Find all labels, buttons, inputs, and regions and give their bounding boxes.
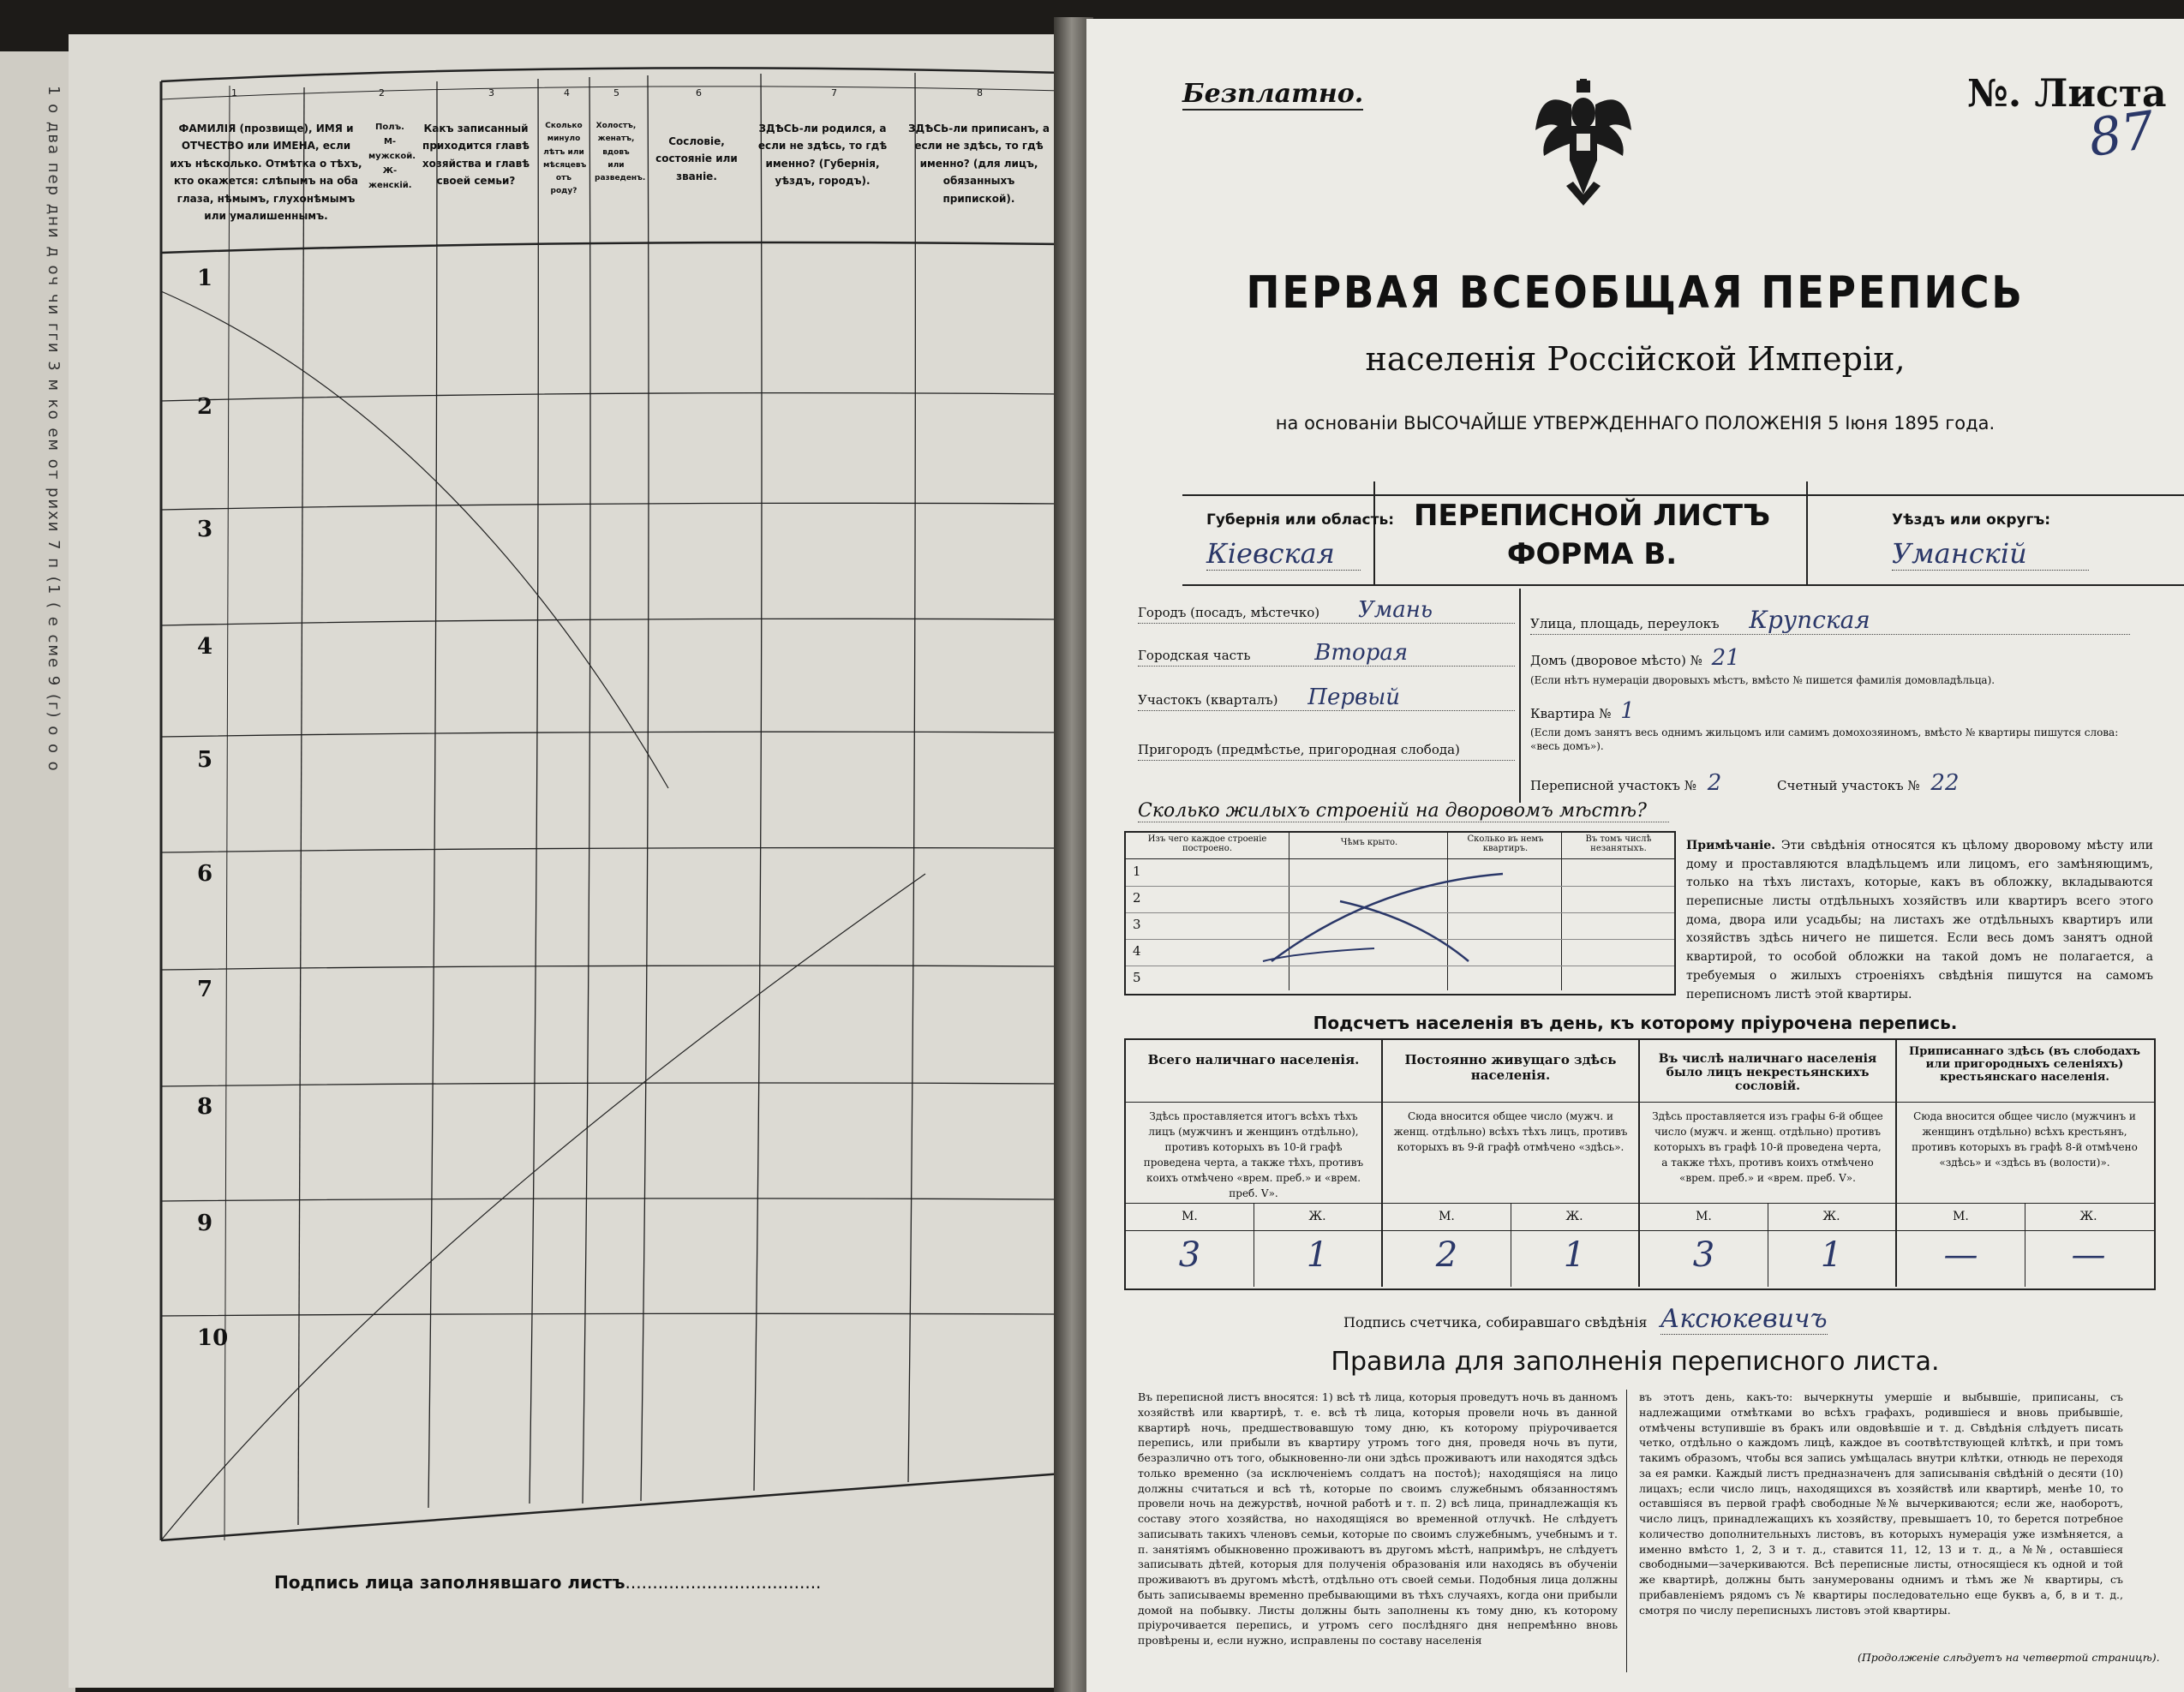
tally-title: Подсчетъ населенія въ день, къ которому пріурочена перепись. — [1313, 1013, 1958, 1033]
uezd-value: Уманскій — [1892, 537, 2089, 571]
row-number: 7 — [197, 977, 213, 1002]
tally-female-value: — — [2071, 1235, 2106, 1275]
bld-header: Сколько въ немъ квартиръ. — [1467, 834, 1544, 853]
row-number: 1 — [197, 266, 213, 291]
field-value: Первый — [1307, 685, 1401, 710]
double-eagle-emblem — [1532, 79, 1635, 207]
female-label: Ж. — [1822, 1210, 1840, 1223]
tally-column — [1897, 1040, 2152, 1287]
tally-desc: Здѣсь проставляется итогъ всѣхъ тѣхъ лицъ (мужчинъ и женщинъ отдѣльно), противъ которыхъ въ 10-й графѣ проведена черта, а также тѣхъ, противъ коихъ отмѣчено «врем. преб.» и «врем. преб. V». — [1143, 1110, 1364, 1199]
male-label: М. — [1953, 1210, 1969, 1223]
tally-desc: Здѣсь проставляется изъ графы 6-й общее число (мужч. и женщ. отдѣльно) противъ которыхъ въ графѣ 10-й проведена черта, а также тѣхъ, противъ коихъ отмѣчено «врем. преб.» и «врем. преб. V». — [1652, 1110, 1883, 1184]
col-number: 3 — [488, 87, 494, 99]
counter-value: Аксюкевичъ — [1660, 1304, 1828, 1334]
right-page — [1086, 19, 2184, 1692]
row-number: 9 — [197, 1211, 213, 1236]
tally-male-value: 3 — [1178, 1235, 1201, 1275]
left-page — [69, 34, 1080, 1688]
col-number: 2 — [379, 87, 385, 99]
male-label: М. — [1696, 1210, 1712, 1223]
female-label: Ж. — [1308, 1210, 1326, 1223]
tally-desc: Сюда вносится общее число (мужч. и женщ. отдѣльно) всѣхъ тѣхъ лицъ, противъ которыхъ въ 9-й графѣ отмѣчено «здѣсь». — [1393, 1110, 1628, 1153]
field-label: Пригородъ (предмѣстье, пригородная слобода) — [1138, 742, 1460, 757]
gubernia-label: Губернія или область: — [1206, 511, 1395, 529]
header-estate: Сословіе, состояніе или званіе. — [655, 135, 738, 182]
row-number: 8 — [197, 1094, 213, 1120]
form-letter: ФОРМА В. — [1506, 537, 1678, 571]
header-age: Сколько минуло лѣтъ или мѣсяцевъ отъ роду? — [543, 122, 587, 196]
female-label: Ж. — [1565, 1210, 1583, 1223]
signature-line: Подпись лица заполнявшаго листъ.................................... — [274, 1572, 822, 1593]
tally-male-value: 3 — [1692, 1235, 1715, 1275]
tally-column — [1126, 1040, 1381, 1287]
street-label: Улица, площадь, переулокъ — [1530, 616, 1720, 631]
col-number: 6 — [696, 87, 702, 99]
buildings-table-header — [1126, 833, 1674, 859]
edge-fragments: 1 о два пер дни д оч чи гги 3 м ко ем от рихи 7 п (1 ( е сме 9 (г) о о о — [45, 86, 63, 773]
tally-head: Въ числѣ наличнаго населенія было лицъ некрестьянскихъ сословій. — [1658, 1052, 1877, 1093]
sheet-number-label: №. Листа — [1967, 72, 2167, 116]
header-registered: ЗДѢСЬ-ли приписанъ, а если не здѣсь, то гдѣ именно? (для лицъ, обязанныхъ припиской). — [908, 123, 1050, 205]
header-marital: Холостъ, женатъ, вдовъ или разведенъ. — [595, 122, 646, 183]
free-label: Безплатно. — [1182, 79, 1364, 109]
counter-signature — [1343, 1304, 1828, 1334]
address-left-fields — [1138, 589, 1515, 803]
column-number-row — [206, 87, 1062, 99]
tally-female-value: 1 — [1820, 1235, 1843, 1275]
form-title: ПЕРЕПИСНОЙ ЛИСТЪ — [1413, 499, 1771, 533]
row-number: 2 — [197, 394, 213, 420]
header-name: ФАМИЛІЯ (прозвище), ИМЯ и ОТЧЕСТВО или ИМЕНА, если ихъ нѣсколько. Отмѣтка о тѣхъ, кто окажется: слѣпымъ на оба глаза, нѣмымъ, глухонѣмымъ или умалишеннымъ. — [170, 123, 362, 222]
rules-continuation: (Продолженіе слѣдуетъ на четвертой страницѣ). — [1858, 1651, 2160, 1664]
buildings-table — [1124, 831, 1676, 995]
rules-left-column: Въ переписной листъ вносятся: 1) всѣ тѣ лица, которыя проведутъ ночь въ данномъ хозяйствѣ или квартирѣ, т. е. всѣ тѣ лица, которыя провели ночь въ данной квартирѣ ночь, предшествовавшую тому дню, къ которому пріурочивается перепись, или прибыли въ квартиру утромъ того дня, проведя ночь въ пути, безразлично отъ того, обыкновенно-ли они здѣсь проживаютъ или находятся здѣсь только временно (за исключеніемъ солдатъ на постоѣ); находящіяся на лицо должны считаться и всѣ тѣ, которые по своимъ служебнымъ обязанностямъ провели ночь на дежурствѣ, ночной работѣ и т. п. 2) всѣ лица, принадлежащія къ составу этого хозяйства, но находящіяся во временной отлучкѣ. Не слѣдуетъ записывать такихъ членовъ семьи, которые по своимъ служебнымъ, учебнымъ и т. п. занятіямъ обыкновенно проживаютъ въ другомъ мѣстѣ, напримѣръ, не слѣдуетъ записывать дѣтей, которыя для полученія образованія или находясь въ обученіи проживаютъ въ другомъ мѣстѣ, отдѣльно отъ своей семьи. Подобныя лица должны быть записываемы временно пребывающими въ тѣхъ случаяхъ, когда они прибыли домой на побывку. Листы должны быть заполнены къ тому дню, къ которому пріурочивается перепись, и утромъ сего послѣдняго дня непремѣнно вновь провѣрены и, если нужно, исправлены по составу населенія — [1138, 1390, 1618, 1647]
bld-header: Чѣмъ крыто. — [1340, 838, 1398, 847]
census-plot-value: 2 — [1707, 770, 1722, 796]
male-label: М. — [1439, 1210, 1455, 1223]
bld-row-number: 2 — [1133, 890, 1141, 906]
left-grid-lines — [69, 34, 1080, 1688]
house-note: (Если нѣтъ нумераціи дворовыхъ мѣстъ, вмѣсто № пишется фамилія домовладѣльца). — [1530, 674, 1996, 686]
cross-out-mark — [1246, 867, 1520, 970]
house-label: Домъ (дворовое мѣсто) № — [1530, 653, 1702, 668]
col-number: 5 — [613, 87, 619, 99]
signature-line-label: Подпись лица заполнявшаго листъ — [274, 1572, 625, 1593]
buildings-question: Сколько жилыхъ строеній на дворовомъ мѣстѣ? — [1138, 800, 1669, 822]
tally-head: Всего наличнаго населенія. — [1147, 1052, 1360, 1067]
note-text: Эти свѣдѣнія относятся къ цѣлому дворовому мѣсту или дому и проставляются владѣльцемъ или лицомъ, его замѣняющимъ, только на тѣхъ листахъ, которые, какъ въ обложку, вкладываются переписные листы отдѣльныхъ хозяйствъ или квартиръ всего этого дома, двора или усадьбы; на листахъ же отдѣльныхъ квартиръ или хозяйствъ здѣсь ничего не пишется. Если весь домъ занятъ одной квартирой, то особой обложки на такой домъ не полагается, а требуемыя о жилыхъ строеніяхъ свѣдѣнія пишутся на самомъ переписномъ листѣ этой квартиры. — [1686, 839, 2153, 1001]
header-sex: Полъ. М-мужской. Ж-женскій. — [368, 123, 416, 190]
census-plot-label: Переписной участокъ № — [1530, 778, 1696, 793]
row-number: 3 — [197, 517, 213, 542]
census-basis: на основаніи ВЫСОЧАЙШЕ УТВЕРЖДЕННАГО ПОЛОЖЕНІЯ 5 Іюня 1895 года. — [1275, 413, 1996, 433]
tally-column — [1383, 1040, 1638, 1287]
tally-desc: Сюда вносится общее число (мужчинъ и женщинъ отдѣльно) всѣхъ крестьянъ, противъ которыхъ въ графѣ 8-й отмѣчено «здѣсь» и «здѣсь въ (волости)». — [1912, 1110, 2138, 1169]
rules-title: Правила для заполненія переписного листа. — [1331, 1347, 1940, 1377]
female-label: Ж. — [2079, 1210, 2097, 1223]
census-title: ПЕРВАЯ ВСЕОБЩАЯ ПЕРЕПИСЬ — [1246, 267, 2025, 319]
tally-head: Приписаннаго здѣсь (въ слободахъ или пригородныхъ селеніяхъ) крестьянскаго населенія. — [1908, 1045, 2141, 1084]
tally-female-value: 1 — [1563, 1235, 1586, 1275]
bld-row-number: 1 — [1133, 864, 1141, 879]
header-birthplace: ЗДѢСЬ-ли родился, а если не здѣсь, то гдѣ именно? (Губернія, уѣздъ, городъ). — [757, 123, 888, 188]
bld-header: Изъ чего каждое строеніе построено. — [1147, 834, 1267, 853]
tally-female-value: 1 — [1306, 1235, 1329, 1275]
bld-header: Въ томъ числѣ незанятыхъ. — [1585, 834, 1652, 853]
row-number: 10 — [197, 1325, 229, 1351]
tally-male-value: 2 — [1435, 1235, 1458, 1275]
col-number: 1 — [231, 87, 237, 99]
rules-right-column: въ этотъ день, какъ-то: вычеркнуты умершіе и выбывшіе, приписаны, съ надлежащими отмѣтками во всѣхъ графахъ, родившіеся и вновь прибывшіе, отмѣчены вступившіе въ бракъ или овдовѣвшіе и т. д. Свѣдѣнія слѣдуетъ писать четко, отдѣльно о каждомъ лицѣ, каждое въ соотвѣтствующей клѣткѣ, и при томъ такимъ образомъ, чтобы вся запись умѣщалась внутри клѣтки, отнюдь не переходя за ея рамки. Каждый листъ предназначенъ для записыванія свѣдѣній о десяти (10) лицахъ; если число лицъ, находящихся въ хозяйствѣ или квартирѣ, менѣе 10, то оставшіяся въ первой графѣ свободные №№ вычеркиваются; если же, наоборотъ, число лицъ, принадлежащихъ къ хозяйству, превышаетъ 10, то берется потребное количество дополнительныхъ листовъ, въ которыхъ нумерація уже измѣняется, а именно вмѣсто 1, 2, 3 и т. д., ставится 11, 12, 13 и т. д., а №№, оставшіеся свободными—зачеркиваются. Всѣ переписные листы, относящіеся къ одной и той же квартирѣ, должны быть занумерованы однимъ и тѣмъ же № квартиры, съ прибавленіемъ рядомъ съ № квартиры последовательно еще буквъ а, б, в и т. д., смотря по числу переписныхъ листовъ этой квартиры. — [1639, 1390, 2123, 1617]
count-plot-label: Счетный участокъ № — [1777, 778, 1920, 793]
flat-value: 1 — [1620, 698, 1635, 724]
tally-column — [1640, 1040, 1895, 1287]
counter-label: Подпись счетчика, собиравшаго свѣдѣнія — [1343, 1314, 1648, 1330]
tally-male-value: — — [1943, 1235, 1978, 1275]
flat-label: Квартира № — [1530, 706, 1612, 721]
street-value: Крупская — [1749, 606, 1870, 634]
sheet-number-value: 87 — [2085, 100, 2158, 169]
header-relation: Какъ записанный приходится главѣ хозяйства и главѣ своей семьи? — [422, 123, 530, 188]
house-value: 21 — [1711, 645, 1740, 671]
male-label: М. — [1182, 1210, 1198, 1223]
bld-row-number: 3 — [1133, 917, 1141, 932]
field-value: Умань — [1357, 597, 1433, 623]
note-block — [1686, 837, 2153, 1004]
gubernia-value: Кіевская — [1206, 537, 1361, 571]
col-number: 8 — [977, 87, 983, 99]
left-page-edge — [0, 51, 75, 1692]
census-subtitle: населенія Россійской Имперіи, — [1365, 340, 1906, 378]
bld-row-number: 4 — [1133, 943, 1141, 959]
tally-table — [1124, 1038, 2156, 1290]
field-value: Вторая — [1314, 640, 1409, 666]
bld-row-number: 5 — [1133, 970, 1141, 985]
field-label: Городъ (посадъ, мѣстечко) — [1138, 605, 1320, 620]
row-number: 5 — [197, 747, 213, 773]
col-number: 4 — [564, 87, 570, 99]
uezd-label: Уѣздъ или округъ: — [1892, 511, 2051, 529]
tally-head: Постоянно живущаго здѣсь населенія. — [1404, 1052, 1617, 1083]
row-number: 6 — [197, 861, 213, 887]
count-plot-value: 22 — [1930, 770, 1960, 796]
note-title: Примѣчаніе. — [1686, 839, 1776, 852]
row-number: 4 — [197, 634, 213, 660]
flat-note: (Если домъ занятъ весь однимъ жильцомъ или самимъ домохозяиномъ, вмѣсто № квартиры пишутся слова: «весь домъ»). — [1530, 726, 2119, 753]
column-headers — [170, 116, 1078, 253]
address-right-fields — [1530, 589, 2147, 803]
col-number: 7 — [831, 87, 837, 99]
field-label: Городская часть — [1138, 648, 1251, 663]
field-label: Участокъ (кварталъ) — [1138, 692, 1278, 708]
